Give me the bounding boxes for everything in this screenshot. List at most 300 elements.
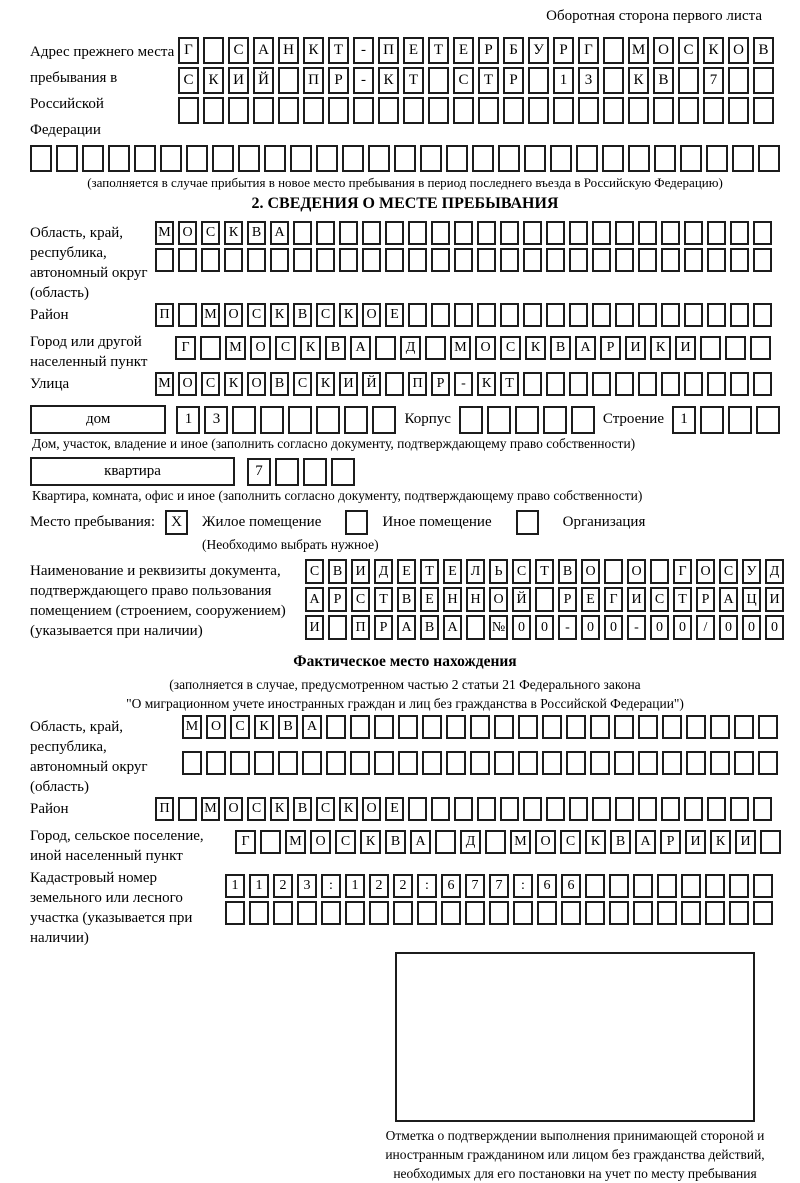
char-box [203,37,224,64]
checkbox-other-premises [345,510,368,535]
char-box: Н [278,37,299,64]
char-box [681,901,701,925]
char-box [729,901,749,925]
char-box [431,248,450,272]
char-box [339,248,358,272]
char-box [425,336,446,360]
char-box [275,458,299,486]
char-box [753,221,772,245]
char-box: О [250,336,271,360]
option-other-premises-label: Иное помещение [382,514,492,530]
char-box [707,248,726,272]
char-box: М [201,797,220,821]
char-box: 2 [393,874,413,898]
char-box: В [550,336,571,360]
char-box [398,715,418,739]
char-box [303,97,324,124]
char-box [394,145,416,172]
korpus-label: Корпус [404,411,451,427]
char-box [706,145,728,172]
char-box [297,901,317,925]
char-box: М [155,221,174,245]
char-box: Д [400,336,421,360]
char-box [732,145,754,172]
char-box [528,97,549,124]
char-box [592,372,611,396]
char-box [705,901,725,925]
char-box: Л [466,559,485,584]
char-box: 6 [561,874,581,898]
char-box: Р [503,67,524,94]
char-box [576,145,598,172]
char-box [375,336,396,360]
char-box [686,715,706,739]
char-box [638,221,657,245]
char-box: 7 [489,874,509,898]
char-box: Т [673,587,692,612]
char-box [585,901,605,925]
char-box [707,303,726,327]
char-box [684,221,703,245]
char-box [321,901,341,925]
field-city [30,330,780,372]
char-box [247,248,266,272]
char-box: О [581,559,600,584]
char-box [523,797,542,821]
char-box [615,303,634,327]
char-box [603,97,624,124]
char-row-prev-address-3 [178,97,780,124]
char-box [523,372,542,396]
region-actual-label: Область, край, республика, автономный округ (область) [30,719,148,795]
char-box: П [378,37,399,64]
char-box [569,248,588,272]
char-box [431,303,450,327]
char-row-house [176,406,396,434]
char-box [232,406,256,434]
char-box: В [328,559,347,584]
char-box: - [558,615,577,640]
char-box: - [454,372,473,396]
char-box: Н [443,587,462,612]
char-box [553,97,574,124]
char-box [604,559,623,584]
char-box: К [360,830,381,854]
char-box [662,715,682,739]
house-caption: Дом, участок, владение и иное (заполнить согласно документу, подтверждающему право собственности) [32,436,636,451]
char-box: Р [328,67,349,94]
char-row-street [155,372,780,396]
char-box [615,248,634,272]
stroenie-label: Строение [602,411,664,427]
char-box: У [742,559,761,584]
confirmation-stamp-box [395,952,755,1122]
char-box: Г [673,559,692,584]
char-box [678,97,699,124]
char-box [542,751,562,775]
char-box [653,97,674,124]
char-box: В [293,797,312,821]
char-box [546,797,565,821]
char-box: С [305,559,324,584]
char-box: Т [420,559,439,584]
char-box: П [155,797,174,821]
char-box [446,715,466,739]
char-box [638,303,657,327]
char-box [428,67,449,94]
char-box [344,406,368,434]
char-box: И [627,587,646,612]
char-box: К [270,303,289,327]
stay-type-note: (Необходимо выбрать нужное) [202,537,379,552]
char-box: В [753,37,774,64]
char-box: Р [696,587,715,612]
char-box: С [275,336,296,360]
char-box [542,715,562,739]
char-box [477,303,496,327]
char-box: К [316,372,335,396]
char-box [728,97,749,124]
char-box [201,248,220,272]
char-box [408,797,427,821]
char-box [431,797,450,821]
char-box [661,303,680,327]
char-box [362,248,381,272]
char-box [369,901,389,925]
char-box [700,336,721,360]
char-box [753,874,773,898]
char-box [730,303,749,327]
actual-location-note-1: (заполняется в случае, предусмотренном частью 2 статьи 21 Федерального закона [169,677,641,692]
char-row-prev-address-4 [30,145,780,172]
char-box [238,145,260,172]
char-box [710,715,730,739]
char-box [56,145,78,172]
char-box [638,751,658,775]
char-box: С [453,67,474,94]
char-box [753,372,772,396]
char-box: М [285,830,306,854]
char-box [569,303,588,327]
char-box: В [325,336,346,360]
char-box [758,751,778,775]
char-box [681,874,701,898]
char-box: - [627,615,646,640]
char-box [302,751,322,775]
char-box: П [351,615,370,640]
char-box [753,248,772,272]
char-box [686,751,706,775]
char-box: Т [428,37,449,64]
char-box: С [500,336,521,360]
char-box [478,97,499,124]
char-box: С [650,587,669,612]
char-box: Т [403,67,424,94]
char-box: К [224,221,243,245]
char-box [420,145,442,172]
char-box [523,221,542,245]
char-box: К [303,37,324,64]
char-box [537,901,557,925]
char-box [264,145,286,172]
char-box [678,67,699,94]
char-box: 0 [765,615,784,640]
char-box [661,797,680,821]
char-box [592,248,611,272]
city-label: Город или другой населенный пункт [30,334,148,370]
char-box [422,751,442,775]
char-box [561,901,581,925]
char-box: С [351,587,370,612]
char-box: П [303,67,324,94]
char-box [372,406,396,434]
char-box: 1 [176,406,200,434]
char-box [288,406,312,434]
char-row-cadastral-2 [225,901,780,925]
district-actual-label: Район [30,801,69,817]
char-box [470,751,490,775]
apartment-caption: Квартира, комната, офис и иное (заполнить согласно документу, подтверждающему право собственности) [32,488,643,503]
char-box: А [253,37,274,64]
char-row-stroenie [672,406,780,434]
char-box [446,751,466,775]
char-box: К [477,372,496,396]
char-box: 1 [345,874,365,898]
char-box: С [178,67,199,94]
char-box: А [635,830,656,854]
char-box: А [410,830,431,854]
char-box [500,221,519,245]
char-box [684,248,703,272]
char-box: Й [253,67,274,94]
house-row [30,405,780,434]
char-box [705,874,725,898]
char-row-city-actual [235,830,781,854]
char-box [435,830,456,854]
char-box: А [575,336,596,360]
char-row-apartment [247,458,355,486]
char-box [590,751,610,775]
char-box: Г [178,37,199,64]
char-box: Г [578,37,599,64]
char-box [331,458,355,486]
char-box [477,797,496,821]
char-box: И [339,372,358,396]
char-box [254,751,274,775]
char-row-document-2 [305,587,784,612]
char-box [615,221,634,245]
char-box: Т [374,587,393,612]
char-box [518,751,538,775]
char-box [734,715,754,739]
char-box [753,97,774,124]
char-box [661,221,680,245]
char-box [316,221,335,245]
field-region-actual [30,715,780,797]
char-box: С [678,37,699,64]
char-box [345,901,365,925]
field-document [30,559,780,643]
char-box: Н [466,587,485,612]
field-region [30,221,780,303]
region-label: Область, край, республика, автономный округ (область) [30,225,148,301]
char-box: С [201,372,220,396]
field-cadastral [30,866,780,948]
char-box [524,145,546,172]
char-box: О [627,559,646,584]
char-box [446,145,468,172]
char-box [278,751,298,775]
char-box [592,303,611,327]
char-box [82,145,104,172]
char-box [592,797,611,821]
char-box [758,145,780,172]
char-box: О [475,336,496,360]
char-row-city [175,336,780,360]
char-box: Е [581,587,600,612]
char-box [293,221,312,245]
char-box: Ц [742,587,761,612]
char-box [408,221,427,245]
char-box [753,67,774,94]
char-box: Д [374,559,393,584]
char-box: 0 [742,615,761,640]
char-box [270,248,289,272]
char-box [228,97,249,124]
district-label: Район [30,307,69,323]
option-residential-label: Жилое помещение [202,514,322,530]
char-box [756,406,780,434]
char-row-district-actual [155,797,780,821]
char-box [578,97,599,124]
char-box: 0 [581,615,600,640]
char-box [224,248,243,272]
char-row-region-2 [155,248,780,272]
char-box: О [178,221,197,245]
char-box: 1 [225,874,245,898]
char-box: О [206,715,226,739]
city-actual-label: Город, сельское поселение, иной населенный пункт [30,828,204,864]
char-box: Й [362,372,381,396]
char-box [326,751,346,775]
char-box: : [417,874,437,898]
char-box [760,830,781,854]
char-box [485,830,506,854]
char-box [638,715,658,739]
char-box [546,221,565,245]
char-box [730,221,749,245]
char-box: К [339,797,358,821]
char-box: Е [403,37,424,64]
char-box [615,797,634,821]
char-box [680,145,702,172]
char-box: В [293,303,312,327]
cadastral-label: Кадастровый номер земельного или лесного участка (указывается при наличии) [30,870,193,946]
char-box [535,587,554,612]
char-box [730,372,749,396]
char-box: М [182,715,202,739]
char-box: Р [553,37,574,64]
char-box [628,145,650,172]
char-box: Д [460,830,481,854]
char-box: Е [385,797,404,821]
char-box [546,372,565,396]
actual-location-title: Фактическое место нахождения [293,653,517,670]
char-box: Т [500,372,519,396]
char-box: 6 [441,874,461,898]
char-box: И [735,830,756,854]
char-box [155,248,174,272]
char-box: 2 [273,874,293,898]
char-box: С [512,559,531,584]
char-box: И [765,587,784,612]
char-box: К [378,67,399,94]
char-box [523,303,542,327]
char-box [614,715,634,739]
char-box: М [155,372,174,396]
char-box: 0 [650,615,669,640]
char-box [528,67,549,94]
char-box [571,406,595,434]
char-box [408,248,427,272]
char-box: Б [503,37,524,64]
char-box [758,715,778,739]
char-box: С [719,559,738,584]
field-district-actual [30,797,780,824]
char-box [328,97,349,124]
char-box: Е [453,37,474,64]
char-box [543,406,567,434]
char-box [108,145,130,172]
char-box: О [224,797,243,821]
char-box: К [710,830,731,854]
char-box [650,559,669,584]
stay-type-label: Место пребывания: [30,514,155,530]
char-box: - [353,67,374,94]
char-box [730,248,749,272]
stamp-caption: Отметка о подтверждении выполнения принимающей стороной и иностранным гражданином или лицом без гражданства действий, необходимых для его постановки на учет по месту пребывания [385,1128,765,1181]
char-box: 1 [672,406,696,434]
char-box [710,751,730,775]
char-box [638,797,657,821]
char-box: О [310,830,331,854]
char-row-district [155,303,780,327]
char-box [684,372,703,396]
char-box: Р [478,37,499,64]
char-box: П [155,303,174,327]
char-box [602,145,624,172]
char-box [707,221,726,245]
char-box: С [293,372,312,396]
char-box [30,145,52,172]
option-organization-label: Организация [562,514,646,530]
char-box: О [362,303,381,327]
char-box [454,797,473,821]
char-box: 6 [537,874,557,898]
char-box: К [339,303,358,327]
char-box [569,797,588,821]
char-box: О [247,372,266,396]
char-box [339,221,358,245]
document-label: Наименование и реквизиты документа, подтверждающего право пользования помещением (строением, сооружением) (указывается при наличии) [30,563,286,639]
char-box [178,797,197,821]
char-box [566,751,586,775]
char-box: К [585,830,606,854]
char-box: О [489,587,508,612]
char-box [734,751,754,775]
char-row-region-actual-2 [182,751,780,775]
char-box [441,901,461,925]
